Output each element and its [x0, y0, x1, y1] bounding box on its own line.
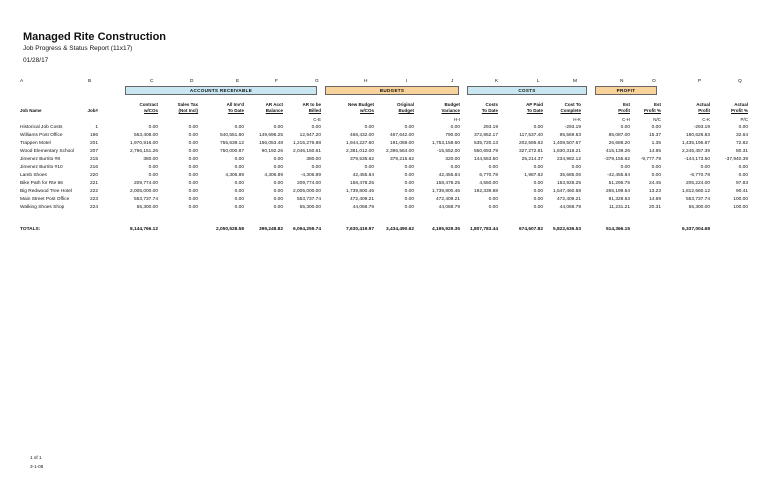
cell-1: 216 — [89, 165, 98, 170]
cell-14: 15.37 — [648, 133, 661, 138]
cell-1: 196 — [89, 133, 98, 138]
cell-0: Trappen Motel — [20, 141, 51, 146]
cell-0: Historical Job Costs — [20, 125, 63, 130]
cell-12: 44,068.79 — [559, 205, 581, 210]
cell-6: 2,046,150.61 — [292, 149, 321, 154]
cell-15: 1,812,660.12 — [681, 189, 710, 194]
total-6: 6,094,259.74 — [292, 227, 321, 232]
column-letter-p: P — [698, 79, 702, 84]
cell-5: 0.00 — [273, 157, 283, 162]
cell-1: 223 — [89, 197, 98, 202]
column-header-line1: Contract — [139, 102, 158, 107]
column-header-12 — [560, 102, 581, 114]
column-header-9 — [441, 102, 460, 114]
cell-15: 205,224.00 — [685, 181, 710, 186]
column-header-line2: Balance — [265, 108, 283, 113]
total-8: 3,434,490.62 — [385, 227, 414, 232]
column-header-line2: To Date — [227, 108, 244, 113]
cell-14: 24.45 — [648, 181, 661, 186]
cell-9: 44,068.79 — [438, 205, 460, 210]
cell-1: 215 — [89, 157, 98, 162]
cell-6: 209,774.00 — [296, 181, 321, 186]
cell-8: 0.00 — [404, 173, 414, 178]
column-header-line1: Sales Tax — [177, 102, 198, 107]
cell-11: 117,537.40 — [519, 133, 543, 138]
column-header-line2: w/COs — [359, 108, 374, 113]
cell-11: 0.00 — [533, 181, 543, 186]
footer-code: 3-1-08 — [30, 464, 44, 469]
column-header-line1: Actual — [734, 102, 748, 107]
total-4: 2,050,528.58 — [215, 227, 244, 232]
cell-9: 472,409.21 — [435, 197, 460, 202]
cell-14: 14.69 — [648, 197, 661, 202]
cell-4: 755,639.12 — [219, 141, 244, 146]
column-letter-j: J — [451, 79, 454, 84]
cell-15: 1,435,195.87 — [681, 141, 710, 146]
cell-12: 95,569.83 — [559, 133, 581, 138]
cell-8: 191,069.00 — [389, 141, 414, 146]
band-accounts-receivable: ACCOUNTS RECEIVABLE — [125, 86, 317, 95]
column-letter-m: M — [573, 79, 577, 84]
cell-6: 55,300.00 — [299, 205, 321, 210]
cell-6: 553,737.74 — [296, 197, 321, 202]
cell-14: -9,777.79 — [640, 157, 661, 162]
cell-12: 0.00 — [571, 165, 581, 170]
column-header-line1: AP Paid — [526, 102, 543, 107]
cell-3: 0.00 — [188, 205, 198, 210]
table-row — [20, 140, 750, 148]
column-letters-row — [20, 78, 750, 86]
cell-2: 2,005,000.00 — [129, 189, 158, 194]
cell-12: 1,830,318.21 — [552, 149, 581, 154]
table-row — [20, 132, 750, 140]
cell-9: 790.00 — [445, 133, 460, 138]
cell-6: 1,215,276.88 — [292, 141, 321, 146]
cell-4: 4,306.89 — [225, 173, 244, 178]
cell-12: 234,982.12 — [556, 157, 581, 162]
cell-8: 467,642.00 — [389, 133, 414, 138]
column-header-line1: Est — [653, 102, 661, 107]
column-header-13 — [618, 102, 630, 114]
cell-5: 90,192.26 — [261, 149, 283, 154]
cell-8: 0.00 — [404, 125, 414, 130]
column-header-line1: Budget — [444, 102, 460, 107]
cell-12: 153,928.25 — [556, 181, 581, 186]
cell-0: Walking Shoes Shop — [20, 205, 65, 210]
cell-14: 1.35 — [651, 141, 661, 146]
page-number: 1 of 1 — [30, 455, 42, 460]
cell-9: 42,455.84 — [438, 173, 460, 178]
total-0: TOTALS: — [20, 227, 41, 232]
column-header-line1: Actual — [696, 102, 710, 107]
column-letter-e: E — [236, 79, 240, 84]
table-row — [20, 124, 750, 132]
cell-15: 0.00 — [700, 165, 710, 170]
column-header-16 — [731, 102, 748, 114]
cell-16: 0.00 — [738, 125, 748, 130]
column-header-5 — [266, 102, 283, 114]
formula-row — [20, 116, 750, 124]
cell-15: 55,300.00 — [688, 205, 710, 210]
cell-1: 224 — [89, 205, 98, 210]
column-letter-d: D — [190, 79, 194, 84]
cell-9: 0.00 — [450, 165, 460, 170]
cell-4: 0.00 — [234, 125, 244, 130]
totals-row — [20, 226, 750, 234]
column-header-line1: AR Acct — [265, 102, 283, 107]
job-progress-table — [20, 78, 750, 234]
cell-5: 0.00 — [273, 197, 283, 202]
column-header-line2: Billed — [308, 108, 321, 113]
cell-8: 0.00 — [404, 165, 414, 170]
cell-3: 0.00 — [188, 181, 198, 186]
cell-7: 1,739,800.46 — [345, 189, 374, 194]
cell-2: 1,970,916.00 — [129, 141, 158, 146]
cell-12: 472,409.21 — [556, 197, 581, 202]
column-header-line2: w/COs — [143, 108, 158, 113]
cell-3: 0.00 — [188, 197, 198, 202]
column-header-line1: Original — [396, 102, 414, 107]
column-header-8 — [397, 102, 414, 114]
formula-12: H-K — [573, 117, 581, 122]
cell-2: 2,796,151.26 — [129, 149, 158, 154]
cell-10: 144,553.50 — [473, 157, 498, 162]
cell-9: 320.00 — [445, 157, 460, 162]
column-header-line1: New Budget — [347, 102, 374, 107]
column-header-7 — [348, 102, 374, 114]
cell-10: 4,550.00 — [479, 181, 498, 186]
cell-2: 0.00 — [148, 165, 158, 170]
cell-7: 1,944,227.60 — [345, 141, 374, 146]
formula-14: N/C — [653, 117, 661, 122]
cell-6: 0.00 — [311, 125, 321, 130]
cell-2: 0.00 — [148, 173, 158, 178]
cell-3: 0.00 — [188, 157, 198, 162]
cell-1: 201 — [89, 141, 98, 146]
cell-7: 158,478.25 — [349, 181, 374, 186]
total-5: 399,248.82 — [258, 227, 283, 232]
cell-15: 553,737.74 — [685, 197, 710, 202]
cell-8: 0.00 — [404, 205, 414, 210]
column-header-10 — [482, 102, 498, 114]
cell-15: 2,245,457.39 — [681, 149, 710, 154]
column-letter-q: Q — [738, 79, 742, 84]
formula-16: P/C — [740, 117, 748, 122]
column-letter-h: H — [364, 79, 368, 84]
column-header-0 — [20, 102, 42, 114]
column-letter-c: C — [150, 79, 154, 84]
cell-4: 0.00 — [234, 205, 244, 210]
cell-13: -379,155.62 — [604, 157, 630, 162]
cell-5: 0.00 — [273, 125, 283, 130]
cell-4: 540,551.80 — [219, 133, 244, 138]
cell-1: 220 — [89, 173, 98, 178]
cell-13: 51,295.75 — [608, 181, 630, 186]
cell-9: 0.00 — [450, 125, 460, 130]
cell-5: 0.00 — [273, 189, 283, 194]
cell-16: -37,940.39 — [725, 157, 748, 162]
cell-7: 472,409.21 — [349, 197, 374, 202]
column-header-2 — [139, 102, 158, 114]
cell-7: 0.00 — [364, 165, 374, 170]
cell-0: Jimenez Burrito #8 — [20, 157, 60, 162]
cell-10: 0.00 — [488, 205, 498, 210]
cell-5: 0.00 — [273, 165, 283, 170]
cell-15: -293.19 — [693, 125, 710, 130]
cell-0: Big Redwood Tree Hotel — [20, 189, 72, 194]
report-title: Managed Rite Construction — [23, 31, 167, 43]
cell-10: 0.00 — [488, 165, 498, 170]
cell-7: 0.00 — [364, 125, 374, 130]
total-2: 8,144,766.12 — [129, 227, 158, 232]
cell-9: -15,552.00 — [437, 149, 460, 154]
cell-5: 0.00 — [273, 205, 283, 210]
cell-4: 0.00 — [234, 197, 244, 202]
cell-11: 0.00 — [533, 165, 543, 170]
column-header-line2: To Date — [481, 108, 498, 113]
column-letter-g: G — [315, 79, 319, 84]
cell-4: 0.00 — [234, 189, 244, 194]
total-11: 674,607.82 — [518, 227, 543, 232]
cell-0: Wood Elementary School — [20, 149, 75, 154]
cell-11: 0.00 — [533, 205, 543, 210]
cell-10: 372,862.17 — [473, 133, 498, 138]
cell-0: Jimenez Burrito #10 — [20, 165, 63, 170]
cell-14: 0.00 — [651, 125, 661, 130]
cell-0: Main Street Post Office — [20, 197, 70, 202]
cell-0: Bike Path for Rte 66 — [20, 181, 63, 186]
total-15: 6,337,004.68 — [681, 227, 710, 232]
cell-10: 293.19 — [483, 125, 498, 130]
cell-6: -4,306.89 — [300, 173, 321, 178]
table-body — [20, 124, 750, 212]
column-header-line2: (Not Incl) — [178, 108, 198, 113]
cell-4: 0.00 — [234, 165, 244, 170]
cell-13: 85,087.00 — [608, 133, 630, 138]
cell-13: 415,139.26 — [605, 149, 630, 154]
table-row — [20, 172, 750, 180]
band-budgets: BUDGETS — [325, 86, 459, 95]
cell-3: 0.00 — [188, 149, 198, 154]
cell-1: 1 — [95, 125, 98, 130]
column-letter-l: L — [537, 79, 540, 84]
cell-2: 209,774.00 — [133, 181, 158, 186]
cell-16: 32.64 — [735, 133, 748, 138]
column-header-14 — [644, 102, 661, 114]
cell-13: 265,199.54 — [605, 189, 630, 194]
column-header-line1: Est — [622, 102, 630, 107]
cell-15: -144,173.50 — [684, 157, 710, 162]
cell-3: 0.00 — [188, 133, 198, 138]
cell-6: 2,005,000.00 — [292, 189, 321, 194]
formula-13: C-H — [622, 117, 630, 122]
cell-12: 1,547,460.58 — [552, 189, 581, 194]
cell-2: 553,408.00 — [133, 133, 158, 138]
table-row — [20, 196, 750, 204]
report-subtitle: Job Progress & Status Report (11x17) — [23, 45, 133, 52]
cell-16: 80.31 — [735, 149, 748, 154]
column-header-line1: AR to be — [302, 102, 321, 107]
cell-1: 207 — [89, 149, 98, 154]
cell-3: 0.00 — [188, 125, 198, 130]
cell-4: 0.00 — [234, 181, 244, 186]
cell-0: Williams Post Office — [20, 133, 63, 138]
table-row — [20, 148, 750, 156]
cell-14: 0.00 — [651, 165, 661, 170]
total-12: 5,822,636.53 — [552, 227, 581, 232]
cell-3: 0.00 — [188, 165, 198, 170]
cell-16: 97.83 — [735, 181, 748, 186]
cell-11: 327,272.81 — [518, 149, 543, 154]
column-letter-i: I — [406, 79, 408, 84]
cell-10: 550,693.79 — [473, 149, 498, 154]
cell-2: 0.00 — [148, 125, 158, 130]
cell-11: 202,595.62 — [518, 141, 543, 146]
cell-13: -42,455.84 — [607, 173, 630, 178]
column-header-row — [20, 102, 750, 116]
cell-16: 90.41 — [735, 189, 748, 194]
cell-4: 750,000.87 — [219, 149, 244, 154]
cell-10: 0.00 — [488, 197, 498, 202]
cell-15: 180,626.83 — [685, 133, 710, 138]
cell-13: 0.00 — [620, 165, 630, 170]
cell-9: 1,753,158.60 — [431, 141, 460, 146]
cell-3: 0.00 — [188, 141, 198, 146]
cell-13: 26,688.20 — [608, 141, 630, 146]
cell-12: -293.19 — [564, 125, 581, 130]
cell-15: -6,770.78 — [689, 173, 710, 178]
cell-7: 2,381,012.00 — [345, 149, 374, 154]
total-7: 7,630,419.97 — [345, 227, 374, 232]
cell-2: 553,737.74 — [133, 197, 158, 202]
column-header-line2: Budget — [398, 108, 414, 113]
column-letter-n: N — [620, 79, 624, 84]
cell-8: 0.00 — [404, 181, 414, 186]
column-header-3 — [178, 102, 198, 114]
column-header-line2: Complete — [560, 108, 581, 113]
cell-5: 0.00 — [273, 181, 283, 186]
column-header-line2: Profit % — [643, 108, 661, 113]
cell-2: 380.00 — [143, 157, 158, 162]
cell-11: 0.00 — [533, 197, 543, 202]
table-row — [20, 164, 750, 172]
column-header-line1: Job Name — [20, 108, 42, 113]
cell-3: 0.00 — [188, 173, 198, 178]
cell-16: 0.00 — [738, 173, 748, 178]
column-letter-k: K — [495, 79, 499, 84]
table-row — [20, 188, 750, 196]
cell-1: 221 — [89, 181, 98, 186]
cell-14: 20.31 — [648, 205, 661, 210]
cell-8: 379,215.62 — [389, 157, 414, 162]
table-row — [20, 156, 750, 164]
cell-12: 1,408,507.67 — [552, 141, 581, 146]
cell-9: 158,478.25 — [435, 181, 460, 186]
cell-16: 0.00 — [738, 165, 748, 170]
cell-13: 11,231.21 — [609, 205, 630, 210]
cell-7: 42,455.84 — [352, 173, 374, 178]
column-header-line2: Profit % — [730, 108, 748, 113]
cell-8: 2,396,564.00 — [385, 149, 414, 154]
column-header-line2: Profit — [618, 108, 630, 113]
formula-9: H-I — [454, 117, 460, 122]
column-header-4 — [227, 102, 244, 114]
cell-7: 44,068.79 — [352, 205, 374, 210]
cell-14: 13.23 — [648, 189, 661, 194]
column-header-line2: To Date — [526, 108, 543, 113]
cell-11: 1,987.62 — [524, 173, 543, 178]
column-header-line1: Cost To — [564, 102, 581, 107]
column-header-line2: Profit — [698, 108, 710, 113]
cell-11: 25,214.37 — [521, 157, 543, 162]
cell-16: 100.00 — [733, 205, 748, 210]
column-header-line1: Costs — [485, 102, 498, 107]
cell-5: 149,696.25 — [258, 133, 283, 138]
cell-3: 0.00 — [188, 189, 198, 194]
band-profit: PROFIT — [595, 86, 657, 95]
report-date: 01/28/17 — [23, 57, 49, 64]
column-header-15 — [696, 102, 710, 114]
cell-5: 4,306.89 — [264, 173, 283, 178]
cell-8: 0.00 — [404, 189, 414, 194]
cell-5: 156,053.48 — [258, 141, 283, 146]
cell-16: 100.00 — [733, 197, 748, 202]
column-letter-o: O — [652, 79, 656, 84]
column-letter-b: B — [88, 79, 92, 84]
column-header-1 — [87, 102, 98, 114]
cell-10: 6,770.78 — [479, 173, 498, 178]
cell-16: 72.82 — [735, 141, 748, 146]
cell-4: 0.00 — [234, 157, 244, 162]
cell-8: 0.00 — [404, 197, 414, 202]
formula-15: C-K — [702, 117, 710, 122]
table-row — [20, 204, 750, 212]
cell-11: 0.00 — [533, 189, 543, 194]
column-letter-a: A — [20, 79, 24, 84]
cell-9: 1,739,800.46 — [431, 189, 460, 194]
table-row — [20, 180, 750, 188]
column-header-6 — [303, 102, 322, 114]
cell-0: Lamb Shoes — [20, 173, 47, 178]
column-header-line1: Job# — [87, 108, 98, 113]
cell-11: 0.00 — [533, 125, 543, 130]
cell-7: 468,432.00 — [349, 133, 374, 138]
total-13: 514,366.15 — [605, 227, 630, 232]
cell-6: 0.00 — [311, 165, 321, 170]
cell-2: 55,300.00 — [136, 205, 158, 210]
cell-12: 35,685.06 — [559, 173, 581, 178]
total-10: 1,807,783.44 — [469, 227, 498, 232]
formula-6: C-E — [313, 117, 321, 122]
cell-13: 0.00 — [620, 125, 630, 130]
column-header-line1: All Inv'd — [226, 102, 244, 107]
column-header-line2: Variance — [441, 108, 460, 113]
band-costs: COSTS — [467, 86, 587, 95]
cell-7: 379,535.62 — [349, 157, 374, 162]
cell-14: 14.85 — [648, 149, 661, 154]
column-header-11 — [526, 102, 543, 114]
total-9: 4,195,929.35 — [431, 227, 460, 232]
cell-6: 12,947.20 — [299, 133, 321, 138]
column-letter-f: F — [275, 79, 278, 84]
cell-14: 0.00 — [651, 173, 661, 178]
cell-1: 222 — [89, 189, 98, 194]
cell-6: 380.00 — [306, 157, 321, 162]
cell-10: 192,339.88 — [473, 189, 498, 194]
cell-10: 535,720.13 — [473, 141, 498, 146]
cell-13: 81,328.53 — [608, 197, 630, 202]
